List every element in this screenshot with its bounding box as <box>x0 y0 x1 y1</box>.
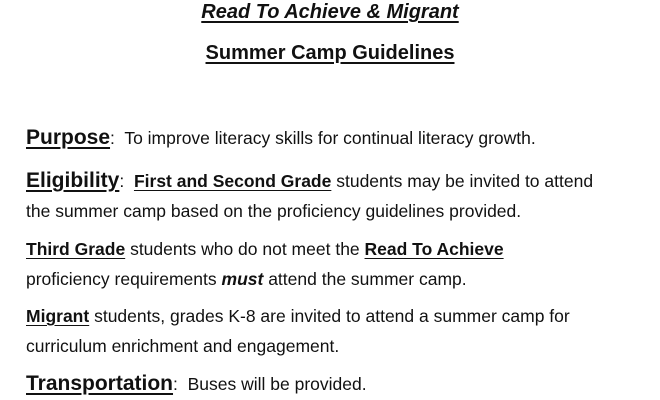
transportation-text: Buses will be provided. <box>187 374 367 394</box>
document-title: Read To Achieve & Migrant <box>201 1 459 23</box>
third-grade-text-c: attend the summer camp. <box>268 269 467 289</box>
migrant-line-1 <box>26 301 646 331</box>
transportation-heading: Transportation <box>26 372 174 395</box>
third-grade-text-b: proficiency requirements <box>26 269 217 289</box>
read-to-achieve-label: Read To Achieve <box>364 239 504 259</box>
eligibility-colon: : <box>119 171 125 191</box>
third-grade-text-a: students who do not meet the <box>130 239 360 259</box>
eligibility-heading: Eligibility <box>26 169 120 192</box>
eligibility-grades: First and Second Grade <box>133 171 332 191</box>
migrant-section <box>26 301 646 361</box>
transportation-section <box>26 369 646 399</box>
migrant-label: Migrant <box>26 306 90 326</box>
migrant-text-2: curriculum enrichment and engagement. <box>26 336 340 356</box>
migrant-text-1: students, grades K-8 are invited to attend a summer camp for <box>94 306 570 326</box>
purpose-colon: : <box>110 128 115 148</box>
third-grade-line-2 <box>26 264 646 294</box>
eligibility-text-1: students may be invited to attend <box>336 171 594 191</box>
must-emphasis: must <box>221 269 264 289</box>
third-grade-label: Third Grade <box>26 239 126 259</box>
eligibility-line-1 <box>26 166 646 196</box>
document-subtitle: Summer Camp Guidelines <box>205 42 455 64</box>
transportation-colon: : <box>173 374 178 394</box>
eligibility-text-2: the summer camp based on the proficiency guidelines provided. <box>26 201 522 221</box>
third-grade-section <box>26 234 646 294</box>
purpose-heading: Purpose <box>26 126 111 149</box>
purpose-section <box>26 123 646 153</box>
third-grade-line-1 <box>26 234 646 264</box>
eligibility-section <box>26 166 646 226</box>
purpose-text: To improve literacy skills for continual literacy growth. <box>124 128 536 148</box>
